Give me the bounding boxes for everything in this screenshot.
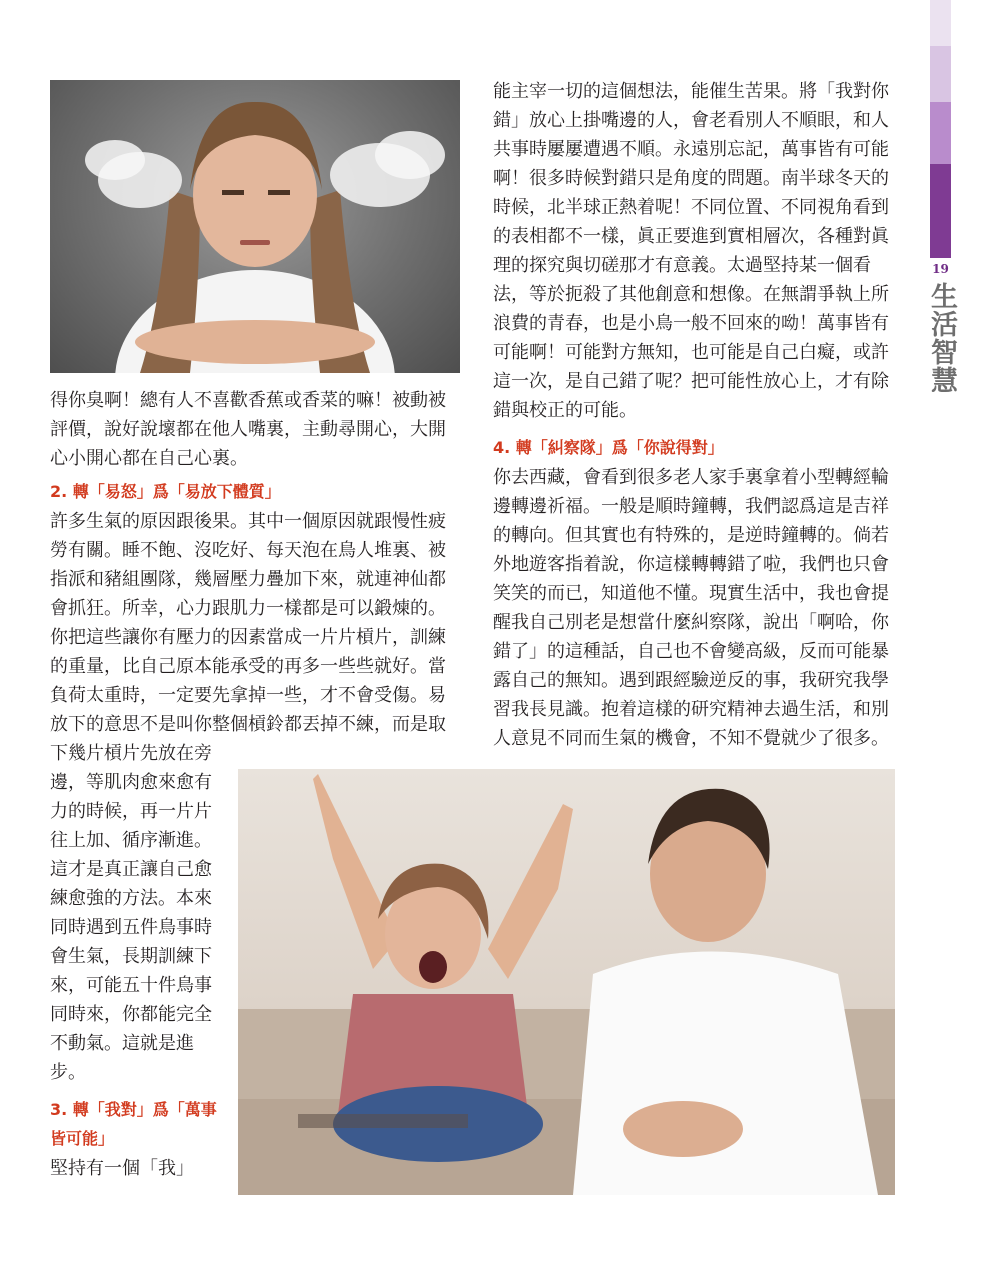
text-line: 心小開心都在自己心裏。	[50, 448, 248, 469]
side-tab-bar	[930, 0, 951, 1275]
side-tab-2	[930, 46, 951, 102]
text-line: 理的探究與切磋那才有意義。太過堅持某一個看	[493, 255, 871, 276]
side-tab-3	[930, 102, 951, 164]
angry-girl-photo	[50, 80, 460, 373]
text-line: 得你臭啊！總有人不喜歡香蕉或香菜的嘛！被動被	[50, 390, 446, 411]
text-line: 的轉向。但其實也有特殊的，是逆時鐘轉的。倘若	[493, 525, 889, 546]
text-line: 步。	[50, 1062, 86, 1083]
angry-girl-illustration	[50, 80, 460, 373]
text-line: 堅持有一個「我」	[50, 1158, 194, 1179]
side-tab-1	[930, 0, 951, 46]
text-line: 可能啊！可能對方無知，也可能是自己白癡，或許	[493, 342, 889, 363]
text-line: 指派和豬組團隊，幾層壓力疊加下來，就連神仙都	[50, 569, 446, 590]
text-line: 你把這些讓你有壓力的因素當成一片片槓片，訓練	[50, 627, 446, 648]
text-line: 這一次，是自己錯了呢？把可能性放心上，才有除	[493, 371, 889, 392]
text-line: 來，可能五十件鳥事	[50, 975, 212, 996]
page-number: 19	[932, 262, 949, 276]
left-paragraph-3	[50, 1154, 194, 1183]
heading-line: 皆可能」	[50, 1129, 115, 1148]
left-paragraph-1	[50, 386, 446, 473]
text-line: 錯了」的這種話，自己也不會變高級，反而可能暴	[493, 641, 889, 662]
text-line: 同時來，你都能完全	[50, 1004, 212, 1025]
section-heading-4: 4. 轉「糾察隊」爲「你說得對」	[493, 438, 724, 457]
text-line: 同時遇到五件鳥事時	[50, 917, 212, 938]
text-line: 人意見不同而生氣的機會，不知不覺就少了很多。	[493, 728, 889, 749]
text-line: 露自己的無知。遇到跟經驗逆反的事，我研究我學	[493, 670, 889, 691]
text-line: 錯與校正的可能。	[493, 400, 637, 421]
heading-line: 3. 轉「我對」爲「萬事	[50, 1100, 217, 1119]
right-paragraph-1	[493, 77, 889, 425]
arguing-couple-photo	[238, 769, 895, 1195]
text-line: 的重量，比自己原本能承受的再多一些些就好。當	[50, 656, 446, 677]
text-line: 法，等於扼殺了其他創意和想像。在無謂爭執上所	[493, 284, 889, 305]
text-line: 的表相都不一樣，眞正要進到實相層次，各種對眞	[493, 226, 889, 247]
text-line: 負荷太重時，一定要先拿掉一些，才不會受傷。易	[50, 685, 446, 706]
text-line: 時候，北半球正熱着呢！不同位置、不同視角看到	[493, 197, 889, 218]
text-line: 不動氣。這就是進	[50, 1033, 194, 1054]
text-line: 你去西藏，會看到很多老人家手裏拿着小型轉經輪	[493, 467, 889, 488]
side-tab-4	[930, 164, 951, 258]
text-line: 放下的意思不是叫你整個槓鈴都丟掉不練，而是取	[50, 714, 446, 735]
text-line: 笑笑的而已，知道他不懂。現實生活中，我也會提	[493, 583, 889, 604]
text-line: 啊！很多時候對錯只是角度的問題。南半球冬天的	[493, 168, 889, 189]
left-paragraph-2-narrow	[50, 768, 212, 1087]
text-line: 醒我自己別老是想當什麼糾察隊，說出「啊哈，你	[493, 612, 889, 633]
arguing-couple-illustration	[238, 769, 895, 1195]
text-line: 能主宰一切的這個想法，能催生苦果。將「我對你	[493, 81, 889, 102]
text-line: 習我長見識。抱着這樣的研究精神去過生活，和別	[493, 699, 889, 720]
text-line: 浪費的青春，也是小鳥一般不回來的呦！萬事皆有	[493, 313, 889, 334]
section-heading-3	[50, 1095, 217, 1153]
text-line: 評價，說好說壞都在他人嘴裏，主動尋開心，大開	[50, 419, 446, 440]
text-line: 共事時屢屢遭遇不順。永遠別忘記，萬事皆有可能	[493, 139, 889, 160]
text-line: 會生氣，長期訓練下	[50, 946, 212, 967]
section-title: 生活智慧	[926, 282, 957, 394]
text-line: 外地遊客指着說，你這樣轉轉錯了啦，我們也只會	[493, 554, 889, 575]
text-line: 這才是真正讓自己愈	[50, 859, 212, 880]
right-paragraph-2	[493, 463, 889, 753]
text-line: 練愈強的方法。本來	[50, 888, 212, 909]
text-line: 力的時候，再一片片	[50, 801, 212, 822]
text-line: 會抓狂。所幸，心力跟肌力一樣都是可以鍛煉的。	[50, 598, 446, 619]
left-paragraph-2	[50, 507, 446, 768]
text-line: 往上加、循序漸進。	[50, 830, 212, 851]
section-heading-2: 2. 轉「易怒」爲「易放下體質」	[50, 482, 281, 501]
text-line: 錯」放心上掛嘴邊的人，會老看別人不順眼，和人	[493, 110, 889, 131]
text-line: 勞有關。睡不飽、沒吃好、每天泡在鳥人堆裏、被	[50, 540, 446, 561]
text-line: 邊，等肌肉愈來愈有	[50, 772, 212, 793]
text-line: 邊轉邊祈福。一般是順時鐘轉，我們認爲這是吉祥	[493, 496, 889, 517]
text-line: 許多生氣的原因跟後果。其中一個原因就跟慢性疲	[50, 511, 446, 532]
text-line: 下幾片槓片先放在旁	[50, 743, 212, 764]
